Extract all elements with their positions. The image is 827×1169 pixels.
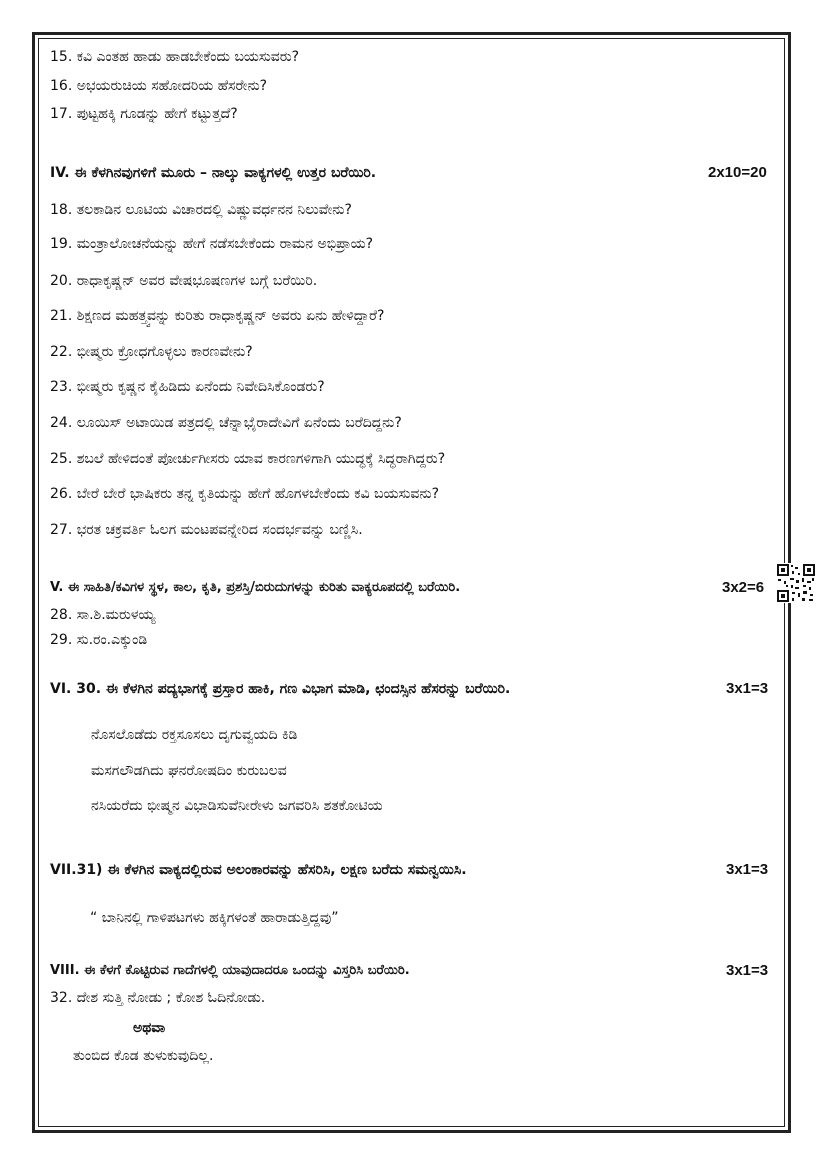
question-15: 15. ಕವಿ ಎಂತಹ ಹಾಡು ಹಾಡಬೇಕೆಂದು ಬಯಸುವರು? [50,49,300,65]
question-25: 25. ಶಬಲೆ ಹೇಳಿದಂತೆ ಪೋರ್ಚುಗೀಸರು ಯಾವ ಕಾರಣಗಳಿಗಾಗಿ ಯುದ್ಧಕ್ಕೆ ಸಿದ್ಧರಾಗಿದ್ದರು? [50,451,446,467]
verse-line-2: ಮಸಗಲೌಡಗಿದು ಘನರೋಷದಿಂ ಕುರುಬಲವ [91,763,287,779]
question-18: 18. ತಲಕಾಡಿನ ಲೂಟಿಯ ವಿಚಾರದಲ್ಲಿ ವಿಷ್ಣುವರ್ಧನನ ನಿಲುವೇನು? [50,202,352,218]
section-7-marks: 3x1=3 [726,861,769,878]
question-32: 32. ದೇಶ ಸುತ್ತಿ ನೋಡು ; ಕೋಶ ಓದಿನೋಡು. [50,990,266,1006]
section-5-marks: 3x2=6 [722,579,765,596]
section-6-heading: VI. 30. ಈ ಕೆಳಗಿನ ಪದ್ಯಭಾಗಕ್ಕೆ ಪ್ರಸ್ತಾರ ಹಾಕಿ, ಗಣ ವಿಭಾಗ ಮಾಡಿ, ಛಂದಸ್ಸಿನ ಹೆಸರನ್ನು ಬರೆಯಿರಿ. [50,681,511,697]
section-5-heading: V. ಈ ಸಾಹಿತಿ/ಕವಿಗಳ ಸ್ಥಳ, ಕಾಲ, ಕೃತಿ, ಪ್ರಶಸ್ತಿ/ಬಿರುದುಗಳನ್ನು ಕುರಿತು ವಾಕ್ಯರೂಪದಲ್ಲಿ ಬರೆಯಿರಿ. [50,580,461,595]
question-24: 24. ಲೂಯಿಸ್ ಅಟಾಯಿಡ ಪತ್ರದಲ್ಲಿ ಚೆನ್ನಾಭೈರಾದೇವಿಗೆ ಏನೆಂದು ಬರೆದಿದ್ದನು? [50,415,402,431]
section-4-heading: IV. ಈ ಕೆಳಗಿನವುಗಳಿಗೆ ಮೂರು – ನಾಲ್ಕು ವಾಕ್ಯಗಳಲ್ಲಿ ಉತ್ತರ ಬರೆಯಿರಿ. [50,165,377,181]
question-16: 16. ಅಭಯರುಚಿಯ ಸಹೋದರಿಯ ಹೆಸರೇನು? [50,78,268,94]
section-4-marks: 2x10=20 [708,164,767,181]
question-21: 21. ಶಿಕ್ಷಣದ ಮಹತ್ತ್ವವನ್ನು ಕುರಿತು ರಾಧಾಕೃಷ್ಣನ್ ಅವರು ಏನು ಹೇಳಿದ್ದಾರೆ? [50,308,385,324]
figure-of-speech-sentence: “ ಬಾನಿನಲ್ಲಿ ಗಾಳಿಪಟಗಳು ಹಕ್ಕಿಗಳಂತೆ ಹಾರಾಡುತ್ತಿದ್ದವು” [90,910,339,926]
question-28: 28. ಸಾ.ಶಿ.ಮರುಳಯ್ಯ [50,607,156,623]
section-8-marks: 3x1=3 [726,962,769,979]
section-8-heading: VIII. ಈ ಕೆಳಗೆ ಕೊಟ್ಟಿರುವ ಗಾದೆಗಳಲ್ಲಿ ಯಾವುದಾದರೂ ಒಂದನ್ನು ವಿಸ್ತರಿಸಿ ಬರೆಯಿರಿ. [50,963,410,978]
proverb-alternative: ತುಂಬಿದ ಕೊಡ ತುಳುಕುವುದಿಲ್ಲ. [73,1048,214,1064]
question-26: 26. ಬೇರೆ ಬೇರೆ ಭಾಷಿಕರು ತನ್ನ ಕೃತಿಯನ್ನು ಹೇಗೆ ಹೊಗಳಬೇಕೆಂದು ಕವಿ ಬಯಸುವನು? [50,486,440,502]
question-22: 22. ಭೀಷ್ಮರು ಕ್ರೋಧಗೊಳ್ಳಲು ಕಾರಣವೇನು? [50,344,253,360]
question-29: 29. ಸು.ರಂ.ಎಕ್ಕುಂಡಿ [50,632,148,648]
question-27: 27. ಭರತ ಚಕ್ರವರ್ತಿ ಓಲಗ ಮಂಟಪವನ್ನೇರಿದ ಸಂದರ್ಭವನ್ನು ಬಣ್ಣಿಸಿ. [50,522,363,538]
verse-line-3: ನಸಿಯರೆದು ಭೀಷ್ಮನ ವಿಭಾಡಿಸುವೆನೀರೇಳು ಜಗವರಿಸಿ ಶತಕೋಟಿಯ [91,798,383,814]
or-label: ಅಥವಾ [133,1020,166,1036]
question-23: 23. ಭೀಷ್ಮರು ಕೃಷ್ಣನ ಕೈಹಿಡಿದು ಏನೆಂದು ನಿವೇದಿಸಿಕೊಂಡರು? [50,379,325,395]
section-7-heading: VII.31) ಈ ಕೆಳಗಿನ ವಾಕ್ಯದಲ್ಲಿರುವ ಅಲಂಕಾರವನ್ನು ಹೆಸರಿಸಿ, ಲಕ್ಷಣ ಬರೆದು ಸಮನ್ವಯಿಸಿ. [50,862,467,878]
verse-line-1: ನೊಸಲೊಡೆದು ರಕ್ತಸೂಸಲು ದೃಗುವ್ವಯದಿ ಕಿಡಿ [91,727,298,743]
question-17: 17. ಪುಟ್ಟಹಕ್ಕಿ ಗೂಡನ್ನು ಹೇಗೆ ಕಟ್ಟುತ್ತದೆ? [50,106,238,122]
question-19: 19. ಮಂತ್ರಾಲೋಚನೆಯನ್ನು ಹೇಗೆ ನಡೆಸಬೇಕೆಂದು ರಾಮನ ಅಭಿಪ್ರಾಯ? [50,236,374,252]
section-6-marks: 3x1=3 [726,680,769,697]
qr-code-icon [776,563,816,603]
question-20: 20. ರಾಧಾಕೃಷ್ಣನ್ ಅವರ ವೇಷಭೂಷಣಗಳ ಬಗ್ಗೆ ಬರೆಯಿರಿ. [50,273,318,289]
